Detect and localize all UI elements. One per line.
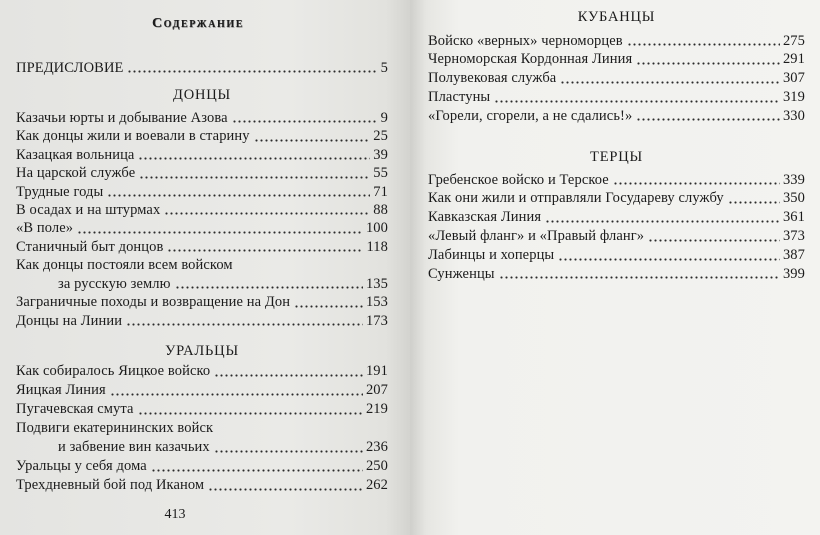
entry-page: 25: [373, 128, 388, 145]
toc-entry: [16, 238, 388, 256]
entry-page: 5: [380, 60, 388, 76]
toc-entry: [16, 109, 388, 127]
toc-entry: [16, 127, 388, 145]
entry-title: за русскую землю: [58, 275, 171, 292]
entry-page: 275: [782, 32, 805, 49]
entry-title: Пластуны: [428, 88, 491, 105]
entry-page: 350: [782, 190, 805, 207]
dot-leader: [214, 374, 363, 377]
toc-entry-preface: [16, 59, 388, 77]
entry-title: Как собиралось Яицкое войско: [16, 362, 211, 379]
section-heading-donets: ДОНЦЫ: [173, 87, 231, 103]
dot-leader: [214, 450, 363, 453]
toc-entry: [16, 476, 388, 495]
entry-title-first-line: Подвиги екатерининских войск: [16, 419, 214, 436]
toc-entry: [428, 88, 805, 107]
dot-leader: [648, 239, 780, 242]
toc-entry: [16, 438, 388, 457]
entry-page: 71: [373, 183, 388, 200]
entry-page: 361: [782, 209, 805, 226]
entry-title: Казачьи юрты и добывание Азова: [16, 109, 228, 126]
toc-entry: [16, 400, 388, 419]
entry-page: 153: [365, 294, 388, 311]
entry-title: «Левый фланг» и «Правый фланг»: [428, 227, 645, 244]
dot-leader: [175, 286, 363, 289]
entry-title: и забвение вин казачьих: [58, 438, 210, 455]
dot-leader: [127, 70, 377, 73]
entry-title: Лабинцы и хоперцы: [428, 246, 555, 263]
entry-page: 373: [782, 227, 805, 244]
dot-leader: [139, 176, 370, 179]
toc-entry: [16, 381, 388, 400]
entry-title: «Горели, сгорели, а не сдались!»: [428, 107, 633, 124]
dot-leader: [107, 194, 370, 197]
toc-entry: [16, 312, 388, 330]
toc-entry: [428, 107, 805, 126]
section-heading-terek: ТЕРЦЫ: [590, 149, 643, 165]
toc-entry: [16, 275, 388, 293]
dot-leader: [636, 62, 780, 65]
left-column: [16, 0, 388, 535]
entry-title: Полувековая служба: [428, 70, 557, 87]
entry-title: Черноморская Кордонная Линия: [428, 51, 633, 68]
dot-leader: [110, 393, 363, 396]
entry-title: ПРЕДИСЛОВИЕ: [16, 60, 124, 76]
entry-page: 319: [782, 88, 805, 105]
entry-page: 9: [380, 109, 388, 126]
entry-page: 88: [373, 201, 388, 218]
section-list-terek: [428, 171, 805, 284]
dot-leader: [545, 220, 780, 223]
entry-page: 236: [365, 438, 388, 455]
entry-page: 307: [782, 70, 805, 87]
toc-entry: [428, 171, 805, 190]
toc-entry: [428, 189, 805, 208]
dot-leader: [77, 231, 363, 234]
entry-page: 262: [365, 477, 388, 494]
toc-entry: [16, 164, 388, 182]
toc-entry: [428, 208, 805, 227]
dot-leader: [138, 412, 363, 415]
toc-entry-first-line: [16, 419, 388, 438]
toc-entry: [16, 201, 388, 219]
dot-leader: [294, 305, 363, 308]
entry-page: 330: [782, 107, 805, 124]
entry-title: На царской службе: [16, 165, 136, 182]
entry-title: Уральцы у себя дома: [16, 457, 147, 474]
toc-entry-first-line: [16, 256, 388, 274]
entry-title: Трехдневный бой под Иканом: [16, 477, 205, 494]
toc-entry: [428, 227, 805, 246]
entry-title: Как донцы жили и воевали в старину: [16, 128, 250, 145]
dot-leader: [126, 323, 363, 326]
entry-title: Донцы на Линии: [16, 312, 123, 329]
entry-page: 399: [782, 265, 805, 282]
dot-leader: [494, 100, 780, 103]
entry-page: 250: [365, 457, 388, 474]
entry-title: Яицкая Линия: [16, 381, 106, 398]
entry-title: Станичный быт донцов: [16, 238, 164, 255]
toc-entry: [16, 146, 388, 164]
dot-leader: [560, 81, 780, 84]
dot-leader: [613, 182, 780, 185]
entry-page: 387: [782, 246, 805, 263]
entry-page: 135: [365, 275, 388, 292]
entry-title: Кавказская Линия: [428, 209, 542, 226]
entry-page: 191: [365, 362, 388, 379]
dot-leader: [151, 469, 363, 472]
dot-leader: [627, 43, 780, 46]
dot-leader: [232, 120, 378, 123]
entry-page: 118: [366, 238, 388, 255]
dot-leader: [499, 276, 780, 279]
dot-leader: [208, 488, 363, 491]
dot-leader: [167, 249, 363, 252]
section-list-urals: [16, 362, 388, 496]
dot-leader: [254, 139, 371, 142]
dot-leader: [138, 157, 370, 160]
dot-leader: [728, 201, 780, 204]
section-list-donets: [16, 109, 388, 330]
section-heading-kuban: КУБАНЦЫ: [577, 9, 656, 25]
entry-title: В осадах и на штурмах: [16, 201, 161, 218]
entry-title: Гребенское войско и Терское: [428, 171, 609, 188]
entry-page: 100: [365, 220, 388, 237]
entry-title: Пугачевская смута: [16, 400, 134, 417]
entry-title: Войско «верных» черноморцев: [428, 32, 623, 49]
entry-page: 55: [373, 165, 388, 182]
entry-page: 219: [365, 400, 388, 417]
page-number: 413: [164, 507, 186, 522]
entry-page: 291: [782, 51, 805, 68]
toc-entry: [428, 246, 805, 265]
dot-leader: [636, 118, 780, 121]
entry-title: Трудные годы: [16, 183, 104, 200]
toc-entry: [428, 50, 805, 69]
entry-title: Как они жили и отправляли Государеву службу: [428, 190, 724, 207]
toc-entry: [16, 183, 388, 201]
entry-page: 207: [365, 381, 388, 398]
entry-title-first-line: Как донцы постояли всем войском: [16, 257, 233, 274]
toc-entry: [428, 32, 805, 51]
entry-page: 339: [782, 171, 805, 188]
entry-page: 39: [373, 146, 388, 163]
dot-leader: [164, 212, 370, 215]
toc-entry: [428, 69, 805, 88]
contents-title: Содержание: [151, 16, 245, 31]
entry-title: Заграничные походы и возвращение на Дон: [16, 294, 291, 311]
toc-entry: [428, 265, 805, 284]
toc-entry: [16, 219, 388, 237]
toc-entry: [16, 293, 388, 311]
toc-entry: [16, 362, 388, 381]
entry-title: Казацкая вольница: [16, 146, 135, 163]
preface-block: [16, 59, 388, 77]
dot-leader: [558, 258, 780, 261]
entry-title: Сунженцы: [428, 265, 495, 282]
section-list-kuban: [428, 32, 805, 126]
right-column: [428, 0, 805, 535]
toc-entry: [16, 457, 388, 476]
entry-title: «В поле»: [16, 220, 74, 237]
entry-page: 173: [365, 312, 388, 329]
section-heading-urals: УРАЛЬЦЫ: [165, 343, 239, 359]
